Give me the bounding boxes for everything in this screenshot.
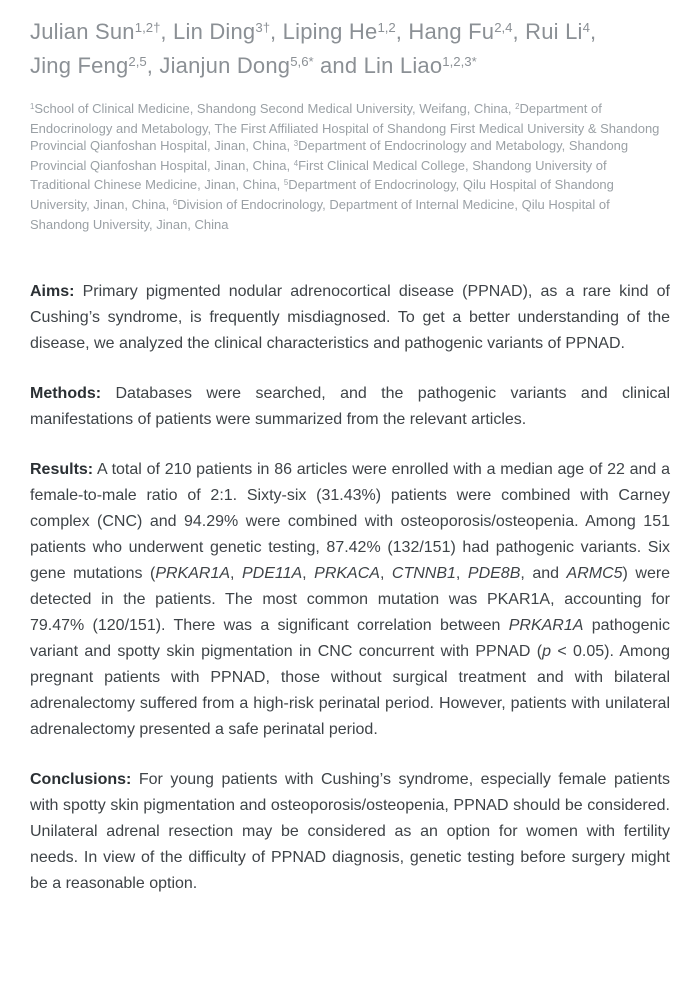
affiliations: $^1$School of Clinical Medicine, Shandong Second Medical University, Weifang, China, $^2$Department of Endocrinology and Metabology, The First Affiliated Hospital of Shandong First Medical University & Shandong Provincial Qianfoshan Hospital, Jinan, China, $^3$Department of Endocrinology and Metabology, Shandong Provincial Qianfoshan Hospital, Jinan, China, $^4$First Clinical Medical College, Shandong University of Traditional Chinese Medicine, Jinan, China, $^5$Department of Endocrinology, Qilu Hospital of Shandong University, Jinan, China, $^6$Division of Endocrinology, Department of Internal Medicine, Qilu Hospital of Shandong University, Jinan, China: [30, 101, 660, 232]
author-line: Julian Sun$^{1,2\dagger}$, Lin Ding$^{3\dagger}$, Liping He$^{1,2}$, Hang Fu$^{2,4}$, Rui Li$^4$, Jing Feng$^{2,5}$, Jianjun Dong$^{5,6*}$ and Lin Liao$^{1,2,3*}$: [30, 19, 597, 78]
abstract-section: [30, 279, 670, 897]
article-header: [30, 16, 670, 233]
abstract-conclusions-paragraph: Conclusions: For young patients with Cushing’s syndrome, especially female patients with spotty skin pigmentation and osteoporosis/osteopenia, PPNAD should be considered. Unilateral adrenal resection may be considered as an option for women with fertility needs. In view of the difficulty of PPNAD diagnosis, genetic testing before surgery might be a reasonable option.: [30, 771, 670, 893]
abstract-aims-paragraph: Aims: Primary pigmented nodular adrenocortical disease (PPNAD), as a rare kind of Cushing’s syndrome, is frequently misdiagnosed. To get a better understanding of the disease, we analyzed the clinical characteristics and pathogenic variants of PPNAD.: [30, 283, 670, 353]
abstract-methods-paragraph: Methods: Databases were searched, and the pathogenic variants and clinical manifestations of patients were summarized from the relevant articles.: [30, 385, 670, 429]
abstract-results-paragraph: Results: A total of 210 patients in 86 articles were enrolled with a median age of 22 and a female-to-male ratio of 2:1. Sixty-six (31.43%) patients were combined with Carney complex (CNC) and 94.29% were combined with osteoporosis/osteopenia. Among 151 patients who underwent genetic testing, 87.42% (132/151) had pathogenic variants. Six gene mutations (PRKAR1A, PDE11A, PRKACA, CTNNB1, PDE8B, and ARMC5) were detected in the patients. The most common mutation was PKAR1A, accounting for 79.47% (120/151). There was a significant correlation between PRKAR1A pathogenic variant and spotty skin pigmentation in CNC concurrent with PPNAD (p < 0.05). Among pregnant patients with PPNAD, those without surgical treatment and with bilateral adrenalectomy suffered from a high-risk perinatal period. However, patients with unilateral adrenalectomy presented a safe perinatal period.: [30, 461, 671, 739]
